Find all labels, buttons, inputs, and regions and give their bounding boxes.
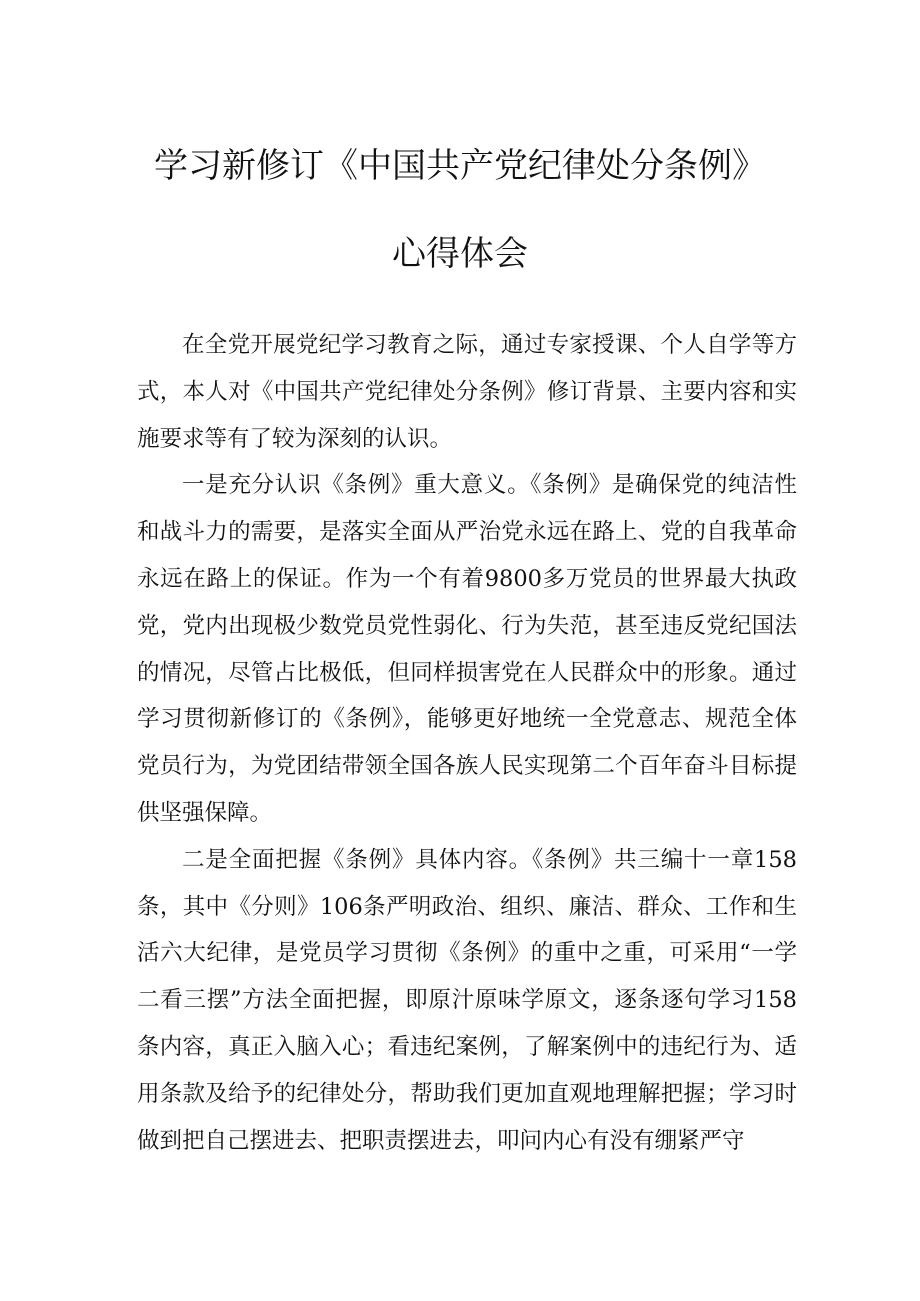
document-body [137,322,797,1164]
document-title: 学习新修订《中国共产党纪律处分条例》 [154,146,766,186]
paragraph-intro: 在全党开展党纪学习教育之际，通过专家授课、个人自学等方式，本人对《中国共产党纪律处分条例》修订背景、主要内容和实施要求等有了较为深刻的认识。 [137,332,797,452]
paragraph-point-one: 一是充分认识《条例》重大意义。《条例》是确保党的纯洁性和战斗力的需要，是落实全面从严治党永远在路上、党的自我革命永远在路上的保证。作为一个有着9800多万党员的世界最大执政党，党内出现极少数党员党性弱化、行为失范，甚至违反党纪国法的情况，尽管占比极低，但同样损害党在人民群众中的形象。通过学习贯彻新修订的《条例》，能够更好地统一全党意志、规范全体党员行为，为党团结带领全国各族人民实现第二个百年奋斗目标提供坚强保障。 [137,472,797,826]
document-subtitle: 心得体会 [392,234,528,274]
paragraph-point-two: 二是全面把握《条例》具体内容。《条例》共三编十一章158条，其中《分则》106条严明政治、组织、廉洁、群众、工作和生活六大纪律，是党员学习贯彻《条例》的重中之重，可采用“一学二看三摆”方法全面把握，即原汁原味学原文，逐条逐句学习158条内容，真正入脑入心；看违纪案例，了解案例中的违纪行为、适用条款及给予的纪律处分，帮助我们更加直观地理解把握；学习时做到把自己摆进去、把职责摆进去，叩问内心有没有绷紧严守 [137,846,797,1154]
